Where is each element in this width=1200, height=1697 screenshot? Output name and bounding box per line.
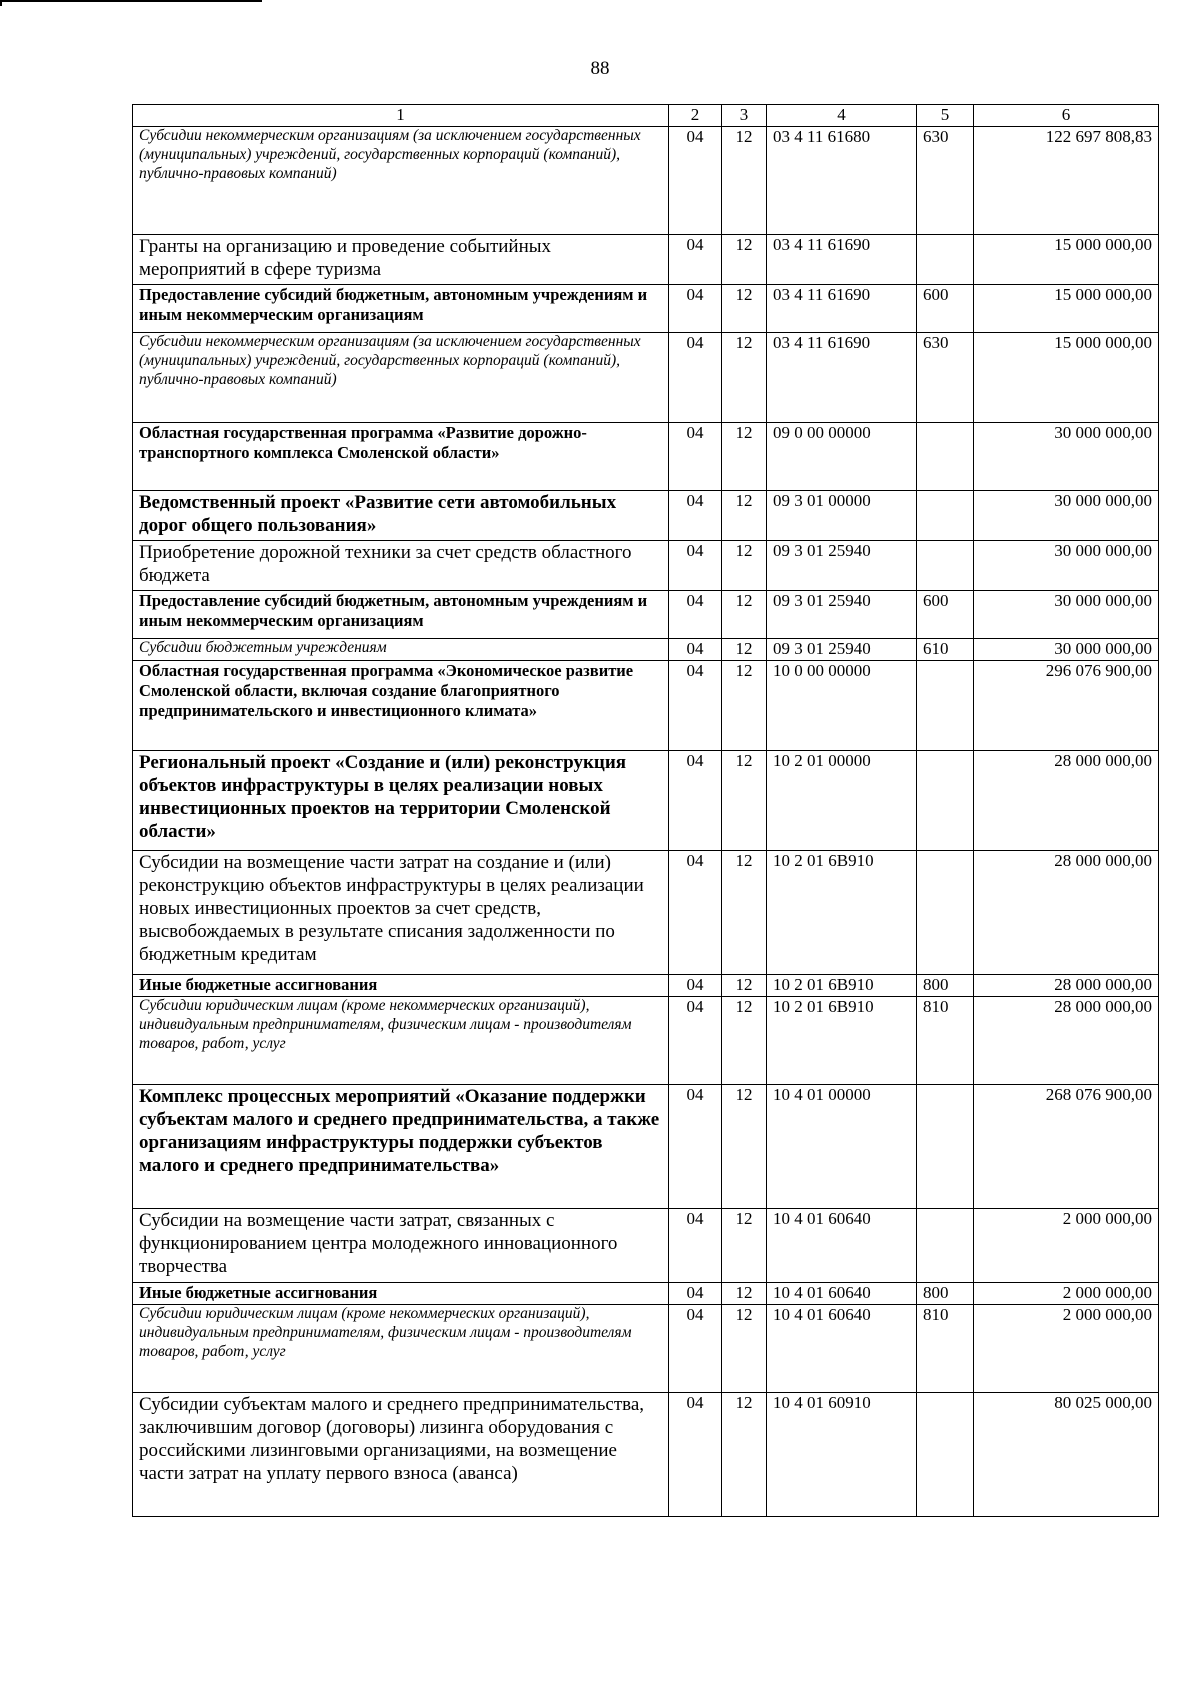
row-name-cell: Субсидии некоммерческим организациям (за исключением государственных (муниципальных) учреждений, государственных корпораций (компаний), публично-правовых компаний) <box>133 332 669 422</box>
row-section-cell: 04 <box>669 850 722 974</box>
row-name-cell: Предоставление субсидий бюджетным, автономным учреждениям и иным некоммерческим организациям <box>133 284 669 332</box>
table-row <box>133 750 1159 850</box>
row-amount-cell: 2 000 000,00 <box>974 1304 1159 1392</box>
header-col-2: 2 <box>669 105 722 127</box>
row-subsection-cell: 12 <box>722 1084 767 1208</box>
row-section-cell: 04 <box>669 332 722 422</box>
table-row <box>133 234 1159 284</box>
page-number: 88 <box>590 58 610 79</box>
row-expense-type-cell: 600 <box>917 284 974 332</box>
row-expense-type-cell <box>917 750 974 850</box>
table-row <box>133 332 1159 422</box>
row-expense-type-cell: 810 <box>917 996 974 1084</box>
row-name-cell: Иные бюджетные ассигнования <box>133 974 669 996</box>
row-target-article-cell: 10 4 01 60640 <box>767 1282 917 1304</box>
row-target-article-cell: 09 0 00 00000 <box>767 422 917 490</box>
row-subsection-cell: 12 <box>722 422 767 490</box>
row-expense-type-cell <box>917 422 974 490</box>
row-expense-type-cell: 610 <box>917 638 974 660</box>
row-section-cell: 04 <box>669 540 722 590</box>
table-row <box>133 422 1159 490</box>
row-target-article-cell: 10 2 01 6В910 <box>767 850 917 974</box>
row-target-article-cell: 09 3 01 00000 <box>767 490 917 540</box>
row-name-cell: Иные бюджетные ассигнования <box>133 1282 669 1304</box>
row-subsection-cell: 12 <box>722 1282 767 1304</box>
row-amount-cell: 268 076 900,00 <box>974 1084 1159 1208</box>
row-section-cell: 04 <box>669 590 722 638</box>
row-amount-cell: 15 000 000,00 <box>974 234 1159 284</box>
row-expense-type-cell: 630 <box>917 126 974 234</box>
table-row <box>133 974 1159 996</box>
row-name-cell: Областная государственная программа «Развитие дорожно-транспортного комплекса Смоленской области» <box>133 422 669 490</box>
row-amount-cell: 30 000 000,00 <box>974 540 1159 590</box>
row-target-article-cell: 03 4 11 61690 <box>767 234 917 284</box>
row-section-cell: 04 <box>669 422 722 490</box>
row-expense-type-cell <box>917 660 974 750</box>
row-amount-cell: 28 000 000,00 <box>974 850 1159 974</box>
row-subsection-cell: 12 <box>722 490 767 540</box>
row-target-article-cell: 10 2 01 00000 <box>767 750 917 850</box>
row-expense-type-cell <box>917 1392 974 1516</box>
row-target-article-cell: 10 4 01 60640 <box>767 1208 917 1282</box>
row-amount-cell: 15 000 000,00 <box>974 332 1159 422</box>
table-row <box>133 126 1159 234</box>
table-row <box>133 1084 1159 1208</box>
row-subsection-cell: 12 <box>722 590 767 638</box>
row-name-cell: Субсидии юридическим лицам (кроме некоммерческих организаций), индивидуальным предпринимателям, физическим лицам - производителям товаров, работ, услуг <box>133 996 669 1084</box>
header-col-3: 3 <box>722 105 767 127</box>
table-row <box>133 284 1159 332</box>
row-section-cell: 04 <box>669 1208 722 1282</box>
row-name-cell: Субсидии субъектам малого и среднего предпринимательства, заключившим договор (договоры) лизинга оборудования с российскими лизинговыми организациями, на возмещение части затрат на уплату первого взноса (аванса) <box>133 1392 669 1516</box>
row-section-cell: 04 <box>669 284 722 332</box>
row-target-article-cell: 10 2 01 6В910 <box>767 996 917 1084</box>
row-amount-cell: 2 000 000,00 <box>974 1282 1159 1304</box>
row-target-article-cell: 10 4 01 60910 <box>767 1392 917 1516</box>
row-name-cell: Субсидии некоммерческим организациям (за исключением государственных (муниципальных) учреждений, государственных корпораций (компаний), публично-правовых компаний) <box>133 126 669 234</box>
row-subsection-cell: 12 <box>722 850 767 974</box>
table-body <box>133 126 1159 1516</box>
header-col-5: 5 <box>917 105 974 127</box>
row-amount-cell: 80 025 000,00 <box>974 1392 1159 1516</box>
table-row <box>133 1282 1159 1304</box>
row-amount-cell: 30 000 000,00 <box>974 422 1159 490</box>
row-subsection-cell: 12 <box>722 126 767 234</box>
row-section-cell: 04 <box>669 126 722 234</box>
table-row <box>133 1392 1159 1516</box>
row-expense-type-cell <box>917 540 974 590</box>
row-target-article-cell: 10 4 01 00000 <box>767 1084 917 1208</box>
row-target-article-cell: 03 4 11 61690 <box>767 284 917 332</box>
row-target-article-cell: 10 0 00 00000 <box>767 660 917 750</box>
row-name-cell: Региональный проект «Создание и (или) реконструкция объектов инфраструктуры в целях реализации новых инвестиционных проектов на территории Смоленской области» <box>133 750 669 850</box>
row-amount-cell: 122 697 808,83 <box>974 126 1159 234</box>
row-name-cell: Гранты на организацию и проведение событийных мероприятий в сфере туризма <box>133 234 669 284</box>
row-section-cell: 04 <box>669 234 722 284</box>
row-section-cell: 04 <box>669 638 722 660</box>
row-expense-type-cell: 630 <box>917 332 974 422</box>
table-row <box>133 540 1159 590</box>
table-row <box>133 850 1159 974</box>
row-name-cell: Субсидии на возмещение части затрат на создание и (или) реконструкцию объектов инфраструктуры в целях реализации новых инвестиционных проектов за счет средств, высвобождаемых в результате списания задолженности по бюджетным кредитам <box>133 850 669 974</box>
table-row <box>133 490 1159 540</box>
row-amount-cell: 2 000 000,00 <box>974 1208 1159 1282</box>
row-subsection-cell: 12 <box>722 1304 767 1392</box>
table-row <box>133 638 1159 660</box>
row-target-article-cell: 09 3 01 25940 <box>767 590 917 638</box>
scan-edge-mark <box>0 0 262 6</box>
row-subsection-cell: 12 <box>722 540 767 590</box>
row-expense-type-cell <box>917 490 974 540</box>
row-name-cell: Областная государственная программа «Экономическое развитие Смоленской области, включая создание благоприятного предпринимательского и инвестиционного климата» <box>133 660 669 750</box>
row-subsection-cell: 12 <box>722 1208 767 1282</box>
table-header <box>133 105 1159 127</box>
row-subsection-cell: 12 <box>722 638 767 660</box>
row-target-article-cell: 09 3 01 25940 <box>767 540 917 590</box>
row-expense-type-cell: 810 <box>917 1304 974 1392</box>
row-target-article-cell: 10 2 01 6В910 <box>767 974 917 996</box>
row-amount-cell: 296 076 900,00 <box>974 660 1159 750</box>
row-amount-cell: 30 000 000,00 <box>974 490 1159 540</box>
row-amount-cell: 30 000 000,00 <box>974 638 1159 660</box>
row-subsection-cell: 12 <box>722 974 767 996</box>
row-subsection-cell: 12 <box>722 234 767 284</box>
header-col-6: 6 <box>974 105 1159 127</box>
row-section-cell: 04 <box>669 996 722 1084</box>
row-subsection-cell: 12 <box>722 1392 767 1516</box>
row-expense-type-cell <box>917 234 974 284</box>
row-amount-cell: 28 000 000,00 <box>974 974 1159 996</box>
row-section-cell: 04 <box>669 1392 722 1516</box>
row-amount-cell: 30 000 000,00 <box>974 590 1159 638</box>
row-section-cell: 04 <box>669 750 722 850</box>
row-name-cell: Субсидии бюджетным учреждениям <box>133 638 669 660</box>
row-section-cell: 04 <box>669 974 722 996</box>
table-row <box>133 1208 1159 1282</box>
row-name-cell: Субсидии на возмещение части затрат, связанных с функционированием центра молодежного инновационного творчества <box>133 1208 669 1282</box>
row-section-cell: 04 <box>669 1084 722 1208</box>
row-target-article-cell: 10 4 01 60640 <box>767 1304 917 1392</box>
row-target-article-cell: 03 4 11 61690 <box>767 332 917 422</box>
table-row <box>133 996 1159 1084</box>
row-expense-type-cell: 800 <box>917 974 974 996</box>
row-target-article-cell: 09 3 01 25940 <box>767 638 917 660</box>
row-name-cell: Приобретение дорожной техники за счет средств областного бюджета <box>133 540 669 590</box>
row-expense-type-cell <box>917 850 974 974</box>
row-section-cell: 04 <box>669 1282 722 1304</box>
row-name-cell: Предоставление субсидий бюджетным, автономным учреждениям и иным некоммерческим организациям <box>133 590 669 638</box>
row-section-cell: 04 <box>669 660 722 750</box>
row-name-cell: Ведомственный проект «Развитие сети автомобильных дорог общего пользования» <box>133 490 669 540</box>
row-expense-type-cell <box>917 1084 974 1208</box>
row-subsection-cell: 12 <box>722 332 767 422</box>
row-amount-cell: 28 000 000,00 <box>974 996 1159 1084</box>
row-subsection-cell: 12 <box>722 284 767 332</box>
table-row <box>133 1304 1159 1392</box>
row-name-cell: Комплекс процессных мероприятий «Оказание поддержки субъектам малого и среднего предпринимательства, а также организациям инфраструктуры поддержки субъектов малого и среднего предпринимательства» <box>133 1084 669 1208</box>
row-subsection-cell: 12 <box>722 660 767 750</box>
row-amount-cell: 28 000 000,00 <box>974 750 1159 850</box>
row-expense-type-cell: 800 <box>917 1282 974 1304</box>
header-row <box>133 105 1159 127</box>
row-section-cell: 04 <box>669 1304 722 1392</box>
header-col-4: 4 <box>767 105 917 127</box>
row-amount-cell: 15 000 000,00 <box>974 284 1159 332</box>
table-row <box>133 590 1159 638</box>
header-col-1: 1 <box>133 105 669 127</box>
row-name-cell: Субсидии юридическим лицам (кроме некоммерческих организаций), индивидуальным предпринимателям, физическим лицам - производителям товаров, работ, услуг <box>133 1304 669 1392</box>
row-expense-type-cell: 600 <box>917 590 974 638</box>
row-subsection-cell: 12 <box>722 750 767 850</box>
row-target-article-cell: 03 4 11 61680 <box>767 126 917 234</box>
row-subsection-cell: 12 <box>722 996 767 1084</box>
table-row <box>133 660 1159 750</box>
budget-table <box>132 104 1159 1517</box>
row-section-cell: 04 <box>669 490 722 540</box>
row-expense-type-cell <box>917 1208 974 1282</box>
